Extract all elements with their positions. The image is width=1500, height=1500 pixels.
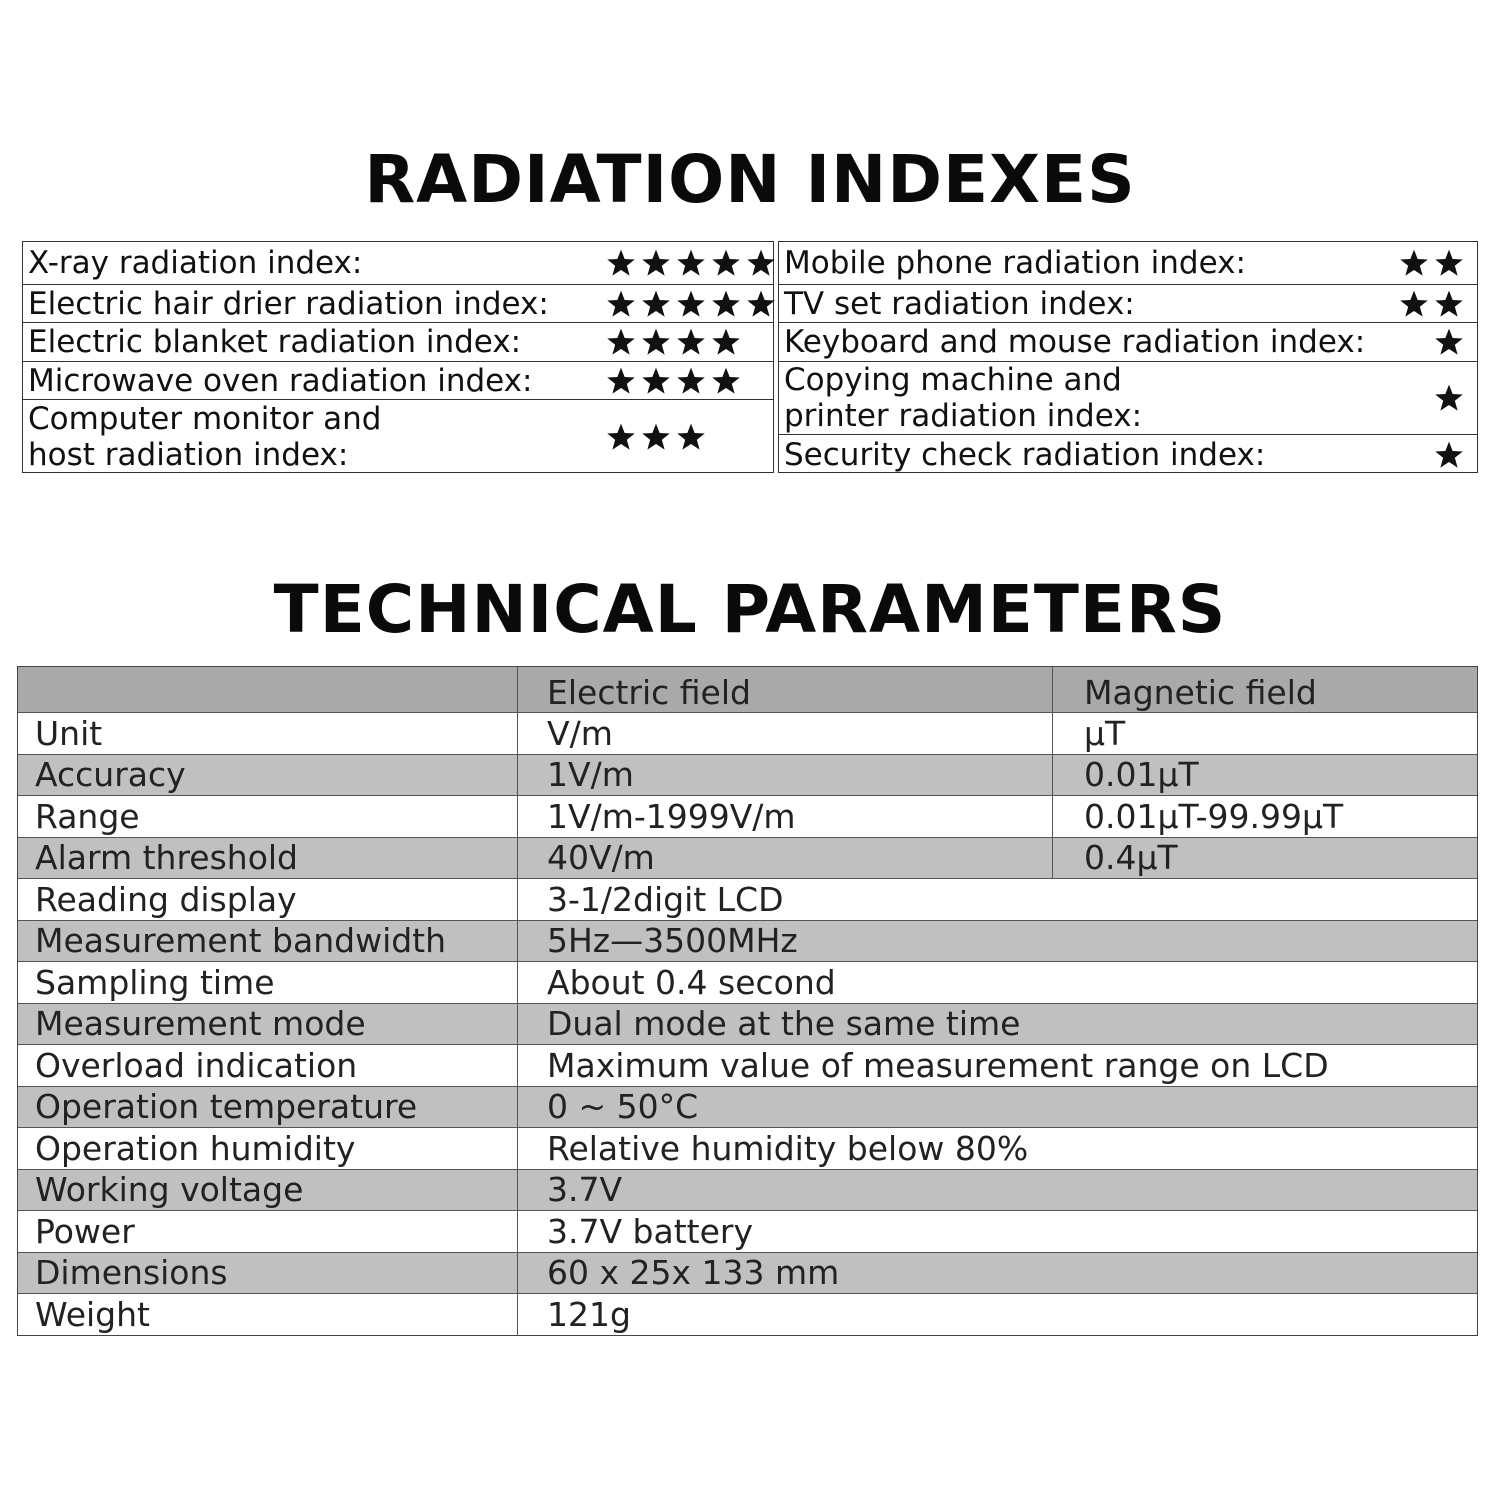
- star-icon: [1434, 328, 1464, 356]
- parameter-name: Operation humidity: [18, 1128, 518, 1169]
- star-icon: [641, 249, 671, 277]
- star-icon: [746, 290, 776, 318]
- table-row: [18, 1211, 1477, 1253]
- radiation-index-row: [23, 362, 773, 400]
- radiation-index-label: Copying machine and printer radiation index:: [784, 362, 1143, 434]
- radiation-index-label: Mobile phone radiation index:: [784, 245, 1246, 281]
- radiation-index-row: [23, 323, 773, 362]
- star-icon: [606, 249, 636, 277]
- star-icon: [676, 328, 706, 356]
- parameter-name: Sampling time: [18, 962, 518, 1003]
- radiation-index-row: [779, 362, 1477, 435]
- star-rating: [606, 362, 746, 399]
- star-icon: [711, 328, 741, 356]
- star-icon: [1399, 290, 1429, 318]
- parameter-name: Unit: [18, 713, 518, 754]
- radiation-index-label: TV set radiation index:: [784, 285, 1135, 322]
- table-row: [18, 796, 1477, 838]
- radiation-index-label: Security check radiation index:: [784, 436, 1266, 473]
- radiation-index-row: [779, 435, 1477, 474]
- table-row: [18, 838, 1477, 880]
- parameter-value: 3.7V battery: [547, 1211, 753, 1251]
- star-icon: [606, 423, 636, 451]
- table-row: [18, 1004, 1477, 1046]
- star-icon: [641, 328, 671, 356]
- table-row: [18, 713, 1477, 755]
- radiation-index-row: [23, 242, 773, 285]
- electric-field-value: V/m: [518, 713, 1053, 754]
- star-icon: [641, 367, 671, 395]
- radiation-index-label: Microwave oven radiation index:: [28, 362, 533, 399]
- star-icon: [1434, 441, 1464, 469]
- table-row: [18, 962, 1477, 1004]
- table-row: [18, 1087, 1477, 1129]
- radiation-indexes-title: RADIATION INDEXES: [364, 141, 1136, 218]
- radiation-index-label: Computer monitor and host radiation index:: [28, 401, 382, 473]
- parameter-name: Measurement mode: [18, 1004, 518, 1045]
- star-icon: [606, 328, 636, 356]
- star-icon: [711, 249, 741, 277]
- star-rating: [1434, 435, 1469, 474]
- star-rating: [606, 285, 781, 322]
- table-row: [18, 879, 1477, 921]
- table-row: [18, 1253, 1477, 1295]
- star-icon: [641, 290, 671, 318]
- star-icon: [711, 290, 741, 318]
- parameter-value: 121g: [547, 1295, 631, 1335]
- star-rating: [1399, 242, 1469, 284]
- star-icon: [746, 249, 776, 277]
- parameter-name: Reading display: [18, 879, 518, 920]
- star-icon: [1434, 290, 1464, 318]
- star-icon: [1399, 249, 1429, 277]
- parameter-name: Measurement bandwidth: [18, 921, 518, 962]
- parameter-value: Maximum value of measurement range on LCD: [547, 1045, 1329, 1085]
- magnetic-field-value: 0.01μT-99.99μT: [1084, 796, 1344, 836]
- parameter-value: About 0.4 second: [547, 962, 836, 1002]
- parameter-name: Dimensions: [18, 1253, 518, 1294]
- parameter-value: 3-1/2digit LCD: [547, 879, 784, 919]
- parameter-name: Operation temperature: [18, 1087, 518, 1128]
- radiation-index-label: X-ray radiation index:: [28, 245, 363, 281]
- electric-field-value: 40V/m: [518, 838, 1053, 879]
- technical-parameters-title: TECHNICAL PARAMETERS: [273, 571, 1227, 648]
- parameter-value: 60 x 25x 133 mm: [547, 1253, 840, 1293]
- header-cell-electric-field: Electric field: [518, 667, 1053, 712]
- parameter-value: 5Hz—3500MHz: [547, 921, 798, 961]
- parameter-name: Working voltage: [18, 1170, 518, 1211]
- radiation-index-row: [23, 285, 773, 323]
- star-icon: [676, 423, 706, 451]
- radiation-index-row: [779, 242, 1477, 285]
- table-row: [18, 755, 1477, 797]
- star-icon: [641, 423, 671, 451]
- header-cell-magnetic-field: Magnetic field: [1084, 673, 1317, 712]
- radiation-index-label: Electric hair drier radiation index:: [28, 285, 549, 322]
- star-icon: [606, 290, 636, 318]
- radiation-index-row: [779, 285, 1477, 323]
- star-icon: [676, 249, 706, 277]
- parameter-value: 3.7V: [547, 1170, 623, 1210]
- table-row: [18, 1128, 1477, 1170]
- parameter-value: 0 ~ 50°C: [547, 1087, 699, 1127]
- radiation-index-label: Electric blanket radiation index:: [28, 324, 522, 360]
- star-icon: [711, 367, 741, 395]
- radiation-index-row: [23, 400, 773, 474]
- magnetic-field-value: 0.01μT: [1084, 755, 1199, 795]
- radiation-index-right-table: [778, 241, 1478, 473]
- star-rating: [606, 242, 781, 284]
- star-rating: [1434, 323, 1469, 361]
- parameter-name: Alarm threshold: [18, 838, 518, 879]
- star-icon: [676, 367, 706, 395]
- table-row: [18, 921, 1477, 963]
- magnetic-field-value: 0.4μT: [1084, 838, 1178, 878]
- star-icon: [676, 290, 706, 318]
- star-icon: [1434, 249, 1464, 277]
- header-cell-parameter: [18, 667, 518, 712]
- table-row: [18, 1170, 1477, 1212]
- magnetic-field-value: μT: [1084, 713, 1126, 753]
- star-icon: [606, 367, 636, 395]
- table-header-row: [18, 667, 1477, 713]
- star-rating: [1434, 362, 1469, 434]
- parameter-name: Range: [18, 796, 518, 837]
- technical-parameters-table: [17, 666, 1478, 1336]
- table-row: [18, 1294, 1477, 1336]
- table-row: [18, 1045, 1477, 1087]
- parameter-value: Dual mode at the same time: [547, 1004, 1021, 1044]
- star-rating: [606, 323, 746, 361]
- electric-field-value: 1V/m: [518, 755, 1053, 796]
- star-icon: [1434, 384, 1464, 412]
- radiation-index-row: [779, 323, 1477, 362]
- parameter-name: Power: [18, 1211, 518, 1252]
- electric-field-value: 1V/m-1999V/m: [518, 796, 1053, 837]
- parameter-name: Overload indication: [18, 1045, 518, 1086]
- radiation-index-label: Keyboard and mouse radiation index:: [784, 324, 1366, 360]
- star-rating: [606, 400, 711, 474]
- parameter-value: Relative humidity below 80%: [547, 1128, 1029, 1168]
- radiation-index-left-table: [22, 241, 774, 473]
- star-rating: [1399, 285, 1469, 322]
- parameter-name: Weight: [18, 1294, 518, 1336]
- parameter-name: Accuracy: [18, 755, 518, 796]
